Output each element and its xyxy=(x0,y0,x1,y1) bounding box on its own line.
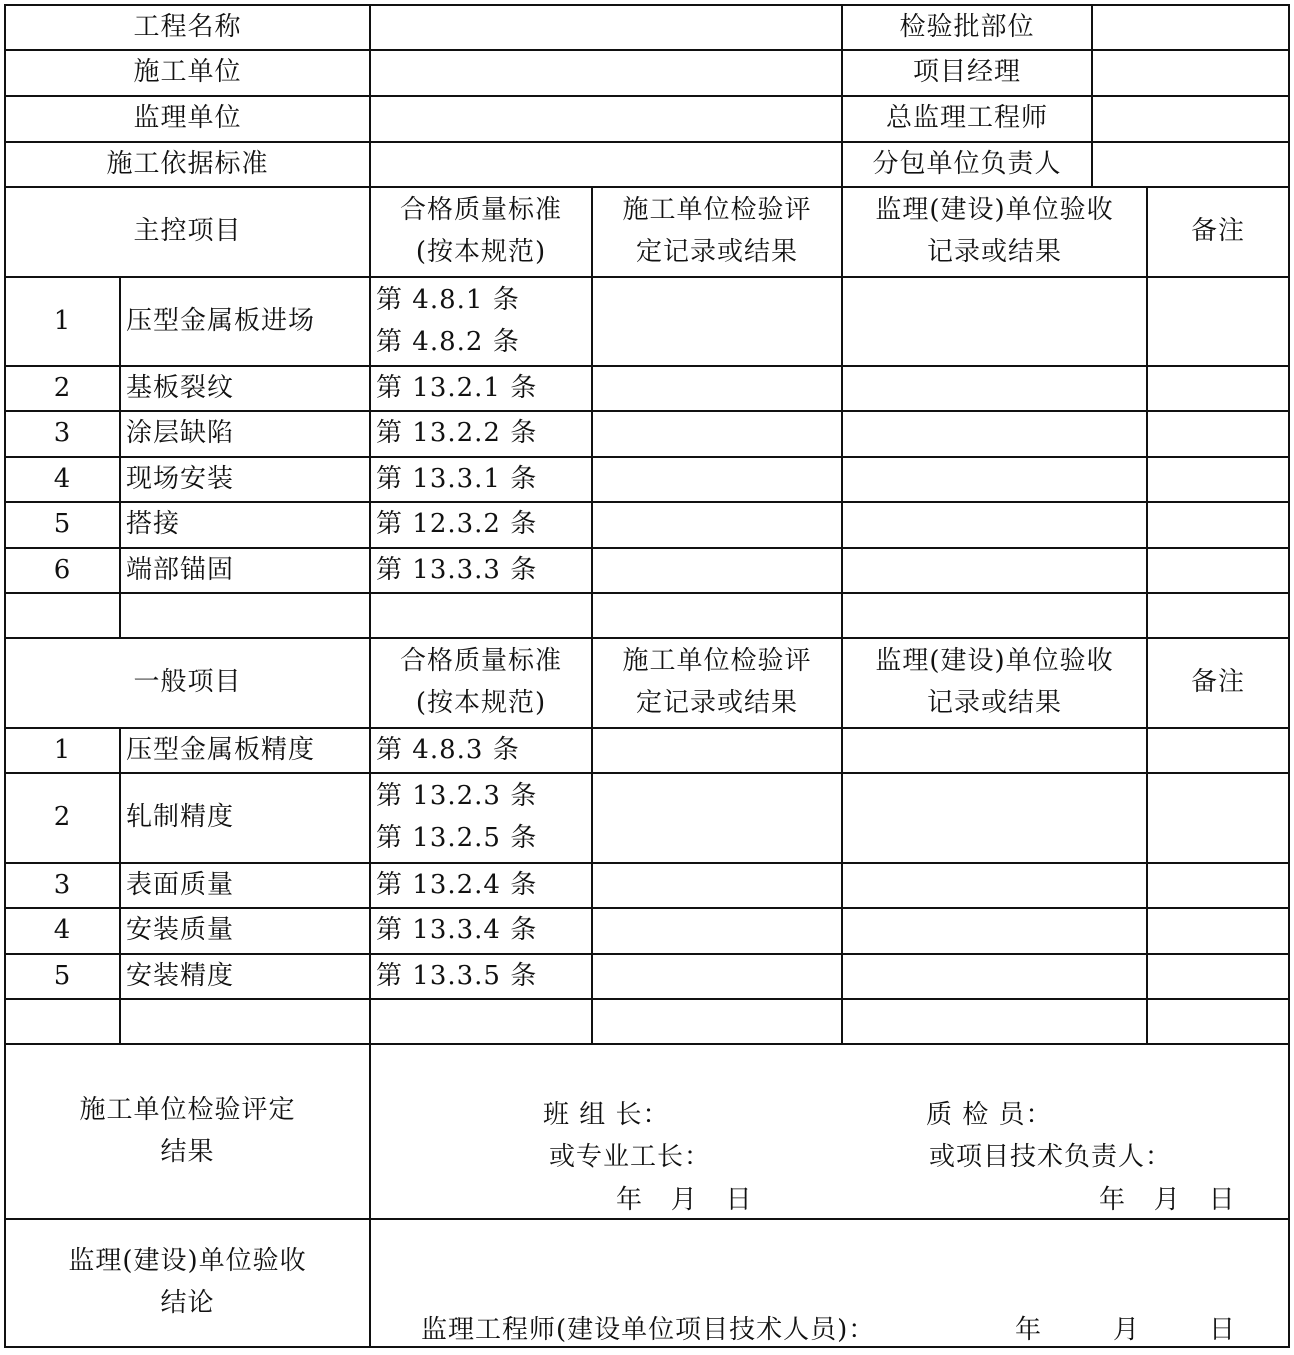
remarks-column-header: 备注 xyxy=(1147,187,1289,277)
construction-record-cell[interactable] xyxy=(592,863,842,908)
remarks-cell[interactable] xyxy=(1147,366,1289,411)
supervision-record-header-line: 监理(建设)单位验收 xyxy=(875,195,1114,226)
item-number: 4 xyxy=(5,457,120,502)
item-number: 6 xyxy=(5,548,120,593)
item-number: 5 xyxy=(5,954,120,999)
empty-cell[interactable] xyxy=(1147,593,1289,638)
item-clause: 第 13.3.1 条 xyxy=(370,457,592,502)
empty-cell[interactable] xyxy=(1147,999,1289,1044)
item-number: 4 xyxy=(5,908,120,954)
item-number: 2 xyxy=(5,773,120,863)
construction-record-cell[interactable] xyxy=(592,411,842,457)
construction-standard-value[interactable] xyxy=(370,142,842,187)
date-day: 日 xyxy=(1209,1315,1237,1345)
general-header-row xyxy=(5,638,1289,728)
construction-result-label-line: 施工单位检验评定 xyxy=(79,1094,296,1125)
clause-line: 第 13.2.5 条 xyxy=(376,823,538,853)
construction-record-cell[interactable] xyxy=(592,457,842,502)
table-row xyxy=(5,548,1289,593)
supervision-unit-label: 监理单位 xyxy=(5,96,370,142)
date-year: 年 xyxy=(1015,1315,1043,1345)
project-name-label: 工程名称 xyxy=(5,5,370,50)
construction-result-label-line: 结果 xyxy=(160,1136,215,1167)
table-row xyxy=(5,773,1289,863)
supervisor-signer-label: 监理工程师(建设单位项目技术人员)： xyxy=(421,1315,876,1345)
header-row xyxy=(5,142,1289,187)
item-name: 现场安装 xyxy=(120,457,370,502)
chief-supervisor-value[interactable] xyxy=(1092,96,1289,142)
supervision-conclusion-row xyxy=(5,1219,1289,1347)
table-row xyxy=(5,728,1289,773)
empty-cell[interactable] xyxy=(120,593,370,638)
supervision-record-header-line: 监理(建设)单位验收 xyxy=(875,646,1114,677)
item-name: 涂层缺陷 xyxy=(120,411,370,457)
supervision-unit-value[interactable] xyxy=(370,96,842,142)
construction-record-cell[interactable] xyxy=(592,277,842,366)
supervision-record-cell[interactable] xyxy=(842,457,1147,502)
supervision-record-cell[interactable] xyxy=(842,502,1147,548)
item-name: 搭接 xyxy=(120,502,370,548)
item-clause xyxy=(370,277,592,366)
clause-line: 第 13.2.3 条 xyxy=(376,781,538,812)
supervision-conclusion-label-line: 监理(建设)单位验收 xyxy=(68,1246,307,1277)
empty-cell[interactable] xyxy=(842,593,1147,638)
item-name: 压型金属板精度 xyxy=(120,728,370,773)
item-clause: 第 13.3.3 条 xyxy=(370,548,592,593)
remarks-column-header: 备注 xyxy=(1147,638,1289,728)
supervision-record-cell[interactable] xyxy=(842,277,1147,366)
header-row xyxy=(5,50,1289,96)
supervision-record-cell[interactable] xyxy=(842,366,1147,411)
item-name: 安装质量 xyxy=(120,908,370,954)
item-number: 3 xyxy=(5,411,120,457)
construction-result-signature-area[interactable] xyxy=(370,1044,1289,1219)
standard-header-line: 合格质量标准 xyxy=(400,195,563,226)
inspection-lot-value[interactable] xyxy=(1092,5,1289,50)
construction-record-column-header xyxy=(592,638,842,728)
remarks-cell[interactable] xyxy=(1147,863,1289,908)
construction-record-cell[interactable] xyxy=(592,728,842,773)
empty-cell[interactable] xyxy=(592,999,842,1044)
standard-header-line: 合格质量标准 xyxy=(400,646,563,677)
tech-head-label: 或项目技术负责人： xyxy=(929,1142,1173,1172)
supervision-record-cell[interactable] xyxy=(842,908,1147,954)
empty-cell[interactable] xyxy=(5,999,120,1044)
general-title: 一般项目 xyxy=(5,638,370,728)
team-leader-label: 班 组 长： xyxy=(543,1100,670,1130)
item-name: 压型金属板进场 xyxy=(120,277,370,366)
construction-record-header-line: 定记录或结果 xyxy=(636,688,799,718)
chief-supervisor-label: 总监理工程师 xyxy=(842,96,1092,142)
supervision-conclusion-label xyxy=(5,1219,370,1347)
subcontractor-head-label: 分包单位负责人 xyxy=(842,142,1092,187)
table-row xyxy=(5,954,1289,999)
item-clause: 第 13.2.4 条 xyxy=(370,863,592,908)
standard-column-header xyxy=(370,187,592,277)
construction-unit-value[interactable] xyxy=(370,50,842,96)
item-number: 3 xyxy=(5,863,120,908)
construction-record-header-line: 定记录或结果 xyxy=(636,237,799,267)
remarks-cell[interactable] xyxy=(1147,277,1289,366)
construction-record-cell[interactable] xyxy=(592,773,842,863)
project-manager-label: 项目经理 xyxy=(842,50,1092,96)
item-clause: 第 4.8.3 条 xyxy=(370,728,592,773)
remarks-cell[interactable] xyxy=(1147,411,1289,457)
remarks-cell[interactable] xyxy=(1147,728,1289,773)
clause-line: 第 4.8.2 条 xyxy=(376,326,520,357)
date-left: 年 月 日 xyxy=(616,1185,753,1215)
table-row xyxy=(5,908,1289,954)
supervision-conclusion-label-line: 结论 xyxy=(160,1288,215,1318)
item-name: 轧制精度 xyxy=(120,773,370,863)
date-right: 年 月 日 xyxy=(1099,1185,1236,1215)
remarks-cell[interactable] xyxy=(1147,954,1289,999)
construction-record-cell[interactable] xyxy=(592,548,842,593)
construction-result-row xyxy=(5,1044,1289,1219)
remarks-cell[interactable] xyxy=(1147,457,1289,502)
item-clause xyxy=(370,773,592,863)
inspection-lot-label: 检验批部位 xyxy=(842,5,1092,50)
item-name: 表面质量 xyxy=(120,863,370,908)
supervision-conclusion-signature-area[interactable] xyxy=(370,1219,1289,1347)
supervision-record-cell[interactable] xyxy=(842,954,1147,999)
item-name: 安装精度 xyxy=(120,954,370,999)
table-row xyxy=(5,366,1289,411)
supervision-record-cell[interactable] xyxy=(842,411,1147,457)
empty-cell[interactable] xyxy=(370,999,592,1044)
subcontractor-head-value[interactable] xyxy=(1092,142,1289,187)
empty-cell[interactable] xyxy=(842,999,1147,1044)
item-name: 基板裂纹 xyxy=(120,366,370,411)
item-clause: 第 12.3.2 条 xyxy=(370,502,592,548)
clause-line: 第 4.8.1 条 xyxy=(376,284,520,315)
empty-row xyxy=(5,999,1289,1044)
supervision-record-cell[interactable] xyxy=(842,863,1147,908)
item-number: 1 xyxy=(5,277,120,366)
header-row xyxy=(5,5,1289,50)
item-number: 2 xyxy=(5,366,120,411)
standard-column-header xyxy=(370,638,592,728)
table-row xyxy=(5,457,1289,502)
date-month: 月 xyxy=(1113,1315,1141,1345)
main-control-title: 主控项目 xyxy=(5,187,370,277)
construction-record-cell[interactable] xyxy=(592,366,842,411)
item-number: 5 xyxy=(5,502,120,548)
empty-cell[interactable] xyxy=(5,593,120,638)
inspection-record-table xyxy=(4,4,1290,1348)
supervision-record-cell[interactable] xyxy=(842,548,1147,593)
header-row xyxy=(5,96,1289,142)
empty-cell[interactable] xyxy=(370,593,592,638)
construction-unit-label: 施工单位 xyxy=(5,50,370,96)
construction-record-header-line: 施工单位检验评 xyxy=(622,646,812,677)
supervision-record-header-line: 记录或结果 xyxy=(927,688,1063,718)
supervision-record-cell[interactable] xyxy=(842,728,1147,773)
construction-record-cell[interactable] xyxy=(592,908,842,954)
standard-header-line: (按本规范) xyxy=(415,688,547,718)
construction-record-cell[interactable] xyxy=(592,954,842,999)
construction-result-label xyxy=(5,1044,370,1219)
project-name-value[interactable] xyxy=(370,5,842,50)
construction-record-cell[interactable] xyxy=(592,502,842,548)
remarks-cell[interactable] xyxy=(1147,773,1289,863)
table-row xyxy=(5,411,1289,457)
foreman-label: 或专业工长： xyxy=(549,1142,712,1172)
remarks-cell[interactable] xyxy=(1147,908,1289,954)
construction-record-header-line: 施工单位检验评 xyxy=(622,195,812,226)
remarks-cell[interactable] xyxy=(1147,502,1289,548)
supervision-record-column-header xyxy=(842,187,1147,277)
remarks-cell[interactable] xyxy=(1147,548,1289,593)
supervision-record-header-line: 记录或结果 xyxy=(927,237,1063,267)
table-row xyxy=(5,863,1289,908)
item-name: 端部锚固 xyxy=(120,548,370,593)
main-control-header-row xyxy=(5,187,1289,277)
construction-record-column-header xyxy=(592,187,842,277)
item-clause: 第 13.3.4 条 xyxy=(370,908,592,954)
supervision-record-cell[interactable] xyxy=(842,773,1147,863)
item-clause: 第 13.3.5 条 xyxy=(370,954,592,999)
table-row xyxy=(5,277,1289,366)
project-manager-value[interactable] xyxy=(1092,50,1289,96)
empty-cell[interactable] xyxy=(592,593,842,638)
item-clause: 第 13.2.1 条 xyxy=(370,366,592,411)
empty-cell[interactable] xyxy=(120,999,370,1044)
standard-header-line: (按本规范) xyxy=(415,237,547,267)
empty-row xyxy=(5,593,1289,638)
supervision-record-column-header xyxy=(842,638,1147,728)
construction-standard-label: 施工依据标准 xyxy=(5,142,370,187)
inspector-label: 质 检 员： xyxy=(926,1100,1053,1130)
item-number: 1 xyxy=(5,728,120,773)
item-clause: 第 13.2.2 条 xyxy=(370,411,592,457)
table-row xyxy=(5,502,1289,548)
